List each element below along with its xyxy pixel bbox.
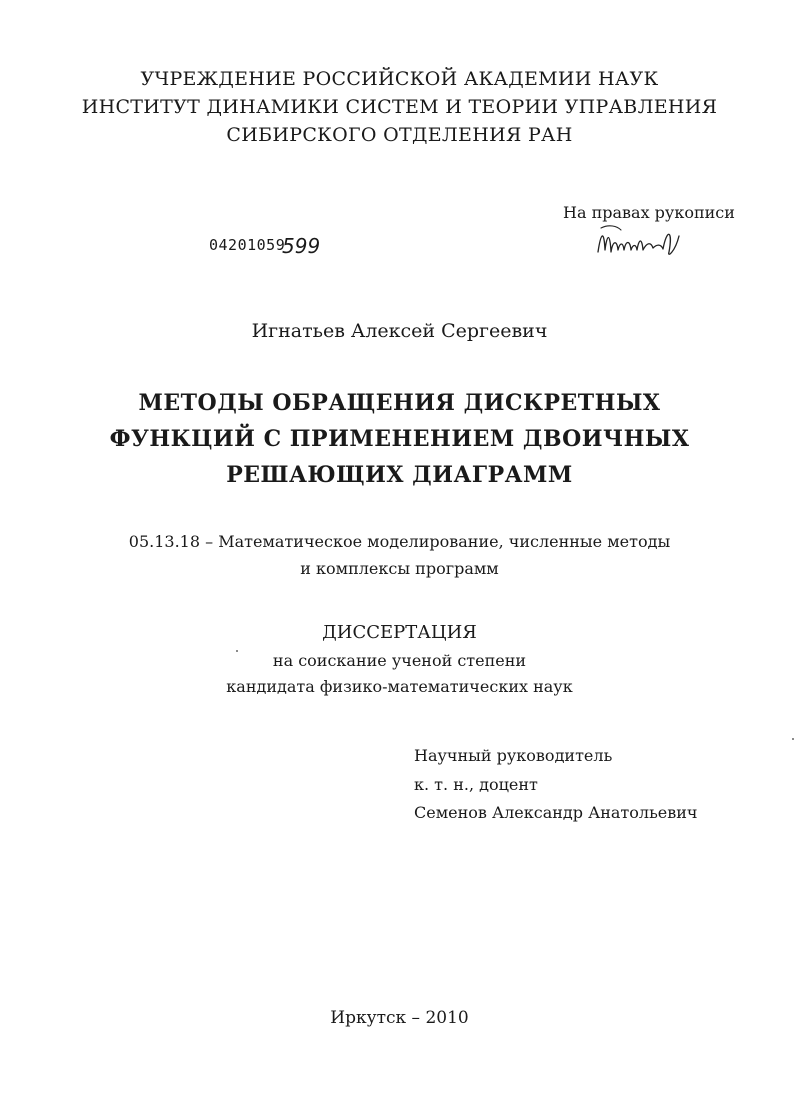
title-line-2: ФУНКЦИЙ С ПРИМЕНЕНИЕМ ДВОИЧНЫХ — [109, 426, 690, 452]
city-year: Иркутск – 2010 — [330, 1008, 469, 1028]
institution-line-3: СИБИРСКОГО ОТДЕЛЕНИЯ РАН — [226, 124, 573, 146]
scan-speck — [236, 650, 238, 652]
institution-line-1: УЧРЕЖДЕНИЕ РОССИЙСКОЙ АКАДЕМИИ НАУК — [140, 68, 659, 90]
scan-speck — [792, 738, 794, 740]
degree-line-1: на соискание ученой степени — [272, 651, 527, 670]
signature — [595, 222, 681, 262]
specialty-line-2: и комплексы программ — [300, 559, 499, 578]
title-line-3: РЕШАЮЩИХ ДИАГРАММ — [226, 462, 573, 488]
supervisor-name: Семенов Александр Анатольевич — [414, 803, 698, 822]
author-name: Игнатьев Алексей Сергеевич — [251, 320, 548, 342]
institution-line-2: ИНСТИТУТ ДИНАМИКИ СИСТЕМ И ТЕОРИИ УПРАВЛЕНИЯ — [81, 96, 718, 118]
inventory-handwritten: 599 — [282, 234, 321, 258]
degree-line-2: кандидата физико-математических наук — [226, 677, 573, 696]
inventory-number: 04201059 — [209, 236, 286, 254]
supervisor-degree: к. т. н., доцент — [414, 775, 538, 794]
specialty-line-1: 05.13.18 – Математическое моделирование, численные методы — [128, 532, 671, 551]
title-line-1: МЕТОДЫ ОБРАЩЕНИЯ ДИСКРЕТНЫХ — [138, 390, 661, 416]
supervisor-role: Научный руководитель — [414, 746, 613, 765]
manuscript-note: На правах рукописи — [563, 203, 735, 222]
thesis-label: ДИССЕРТАЦИЯ — [322, 622, 477, 643]
